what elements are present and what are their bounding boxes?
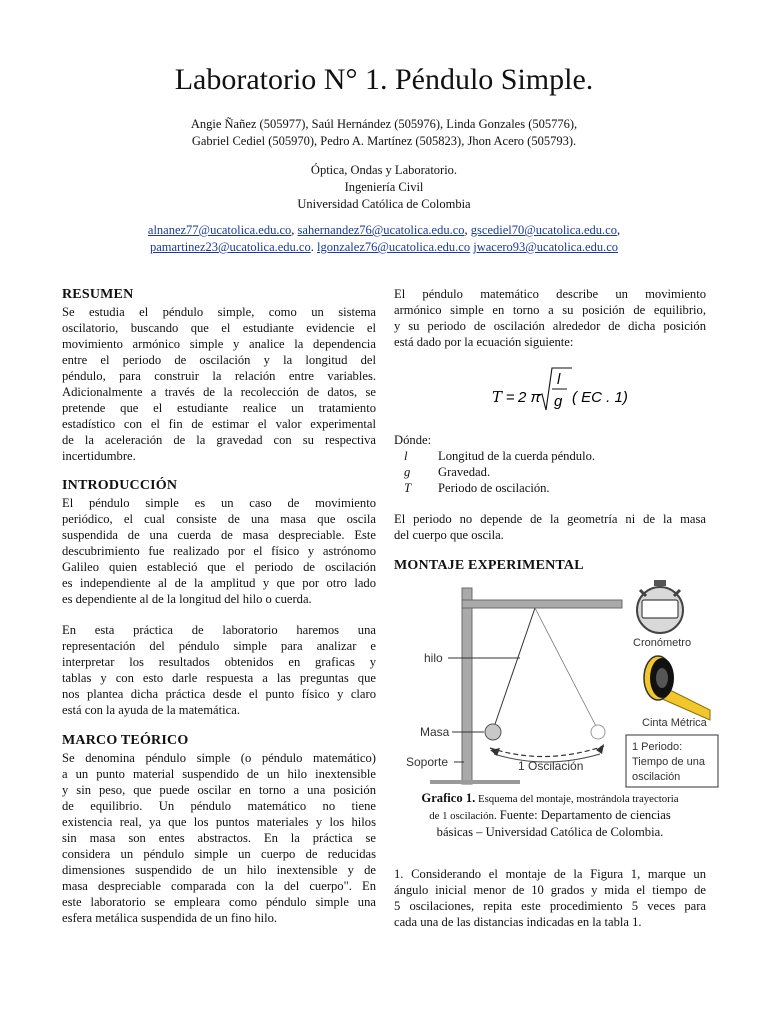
experiment-diagram [390, 570, 720, 790]
separator: , [291, 223, 295, 237]
text-line: En esta práctica de laboratorio haremos una [62, 623, 376, 637]
program-name: Ingeniería Civil [344, 180, 424, 194]
definition-text: Longitud de la cuerda péndulo. [438, 449, 596, 463]
definition-row [394, 448, 706, 464]
text-line: Adicionalmente a través de la recolección de datos, se [62, 385, 376, 399]
oscillation-trajectory [490, 746, 604, 757]
figure-caption [394, 790, 706, 840]
definition-text: Gravedad. [438, 465, 491, 479]
text-line: considera un péndulo simple un cuerpo de reducidas [62, 847, 376, 861]
text-line: y sin peso, que puede oscilar en torno a una posición [62, 783, 376, 797]
caption-line-1 [394, 790, 706, 807]
text-line: El péndulo simple es un caso de movimiento [62, 496, 376, 510]
caption-line-2 [394, 807, 706, 824]
text-line: péndulo, para construir la relación entre variables. [62, 369, 376, 383]
text-line: cada una de las distancias indicadas en la tabla 1. [394, 915, 642, 929]
text-line: descubrimiento fue realizado por el físico y astrónomo [62, 544, 376, 558]
text-line: interpretar los resultados obtenidos en graficas y [62, 655, 376, 669]
text-line: 5 oscilaciones, repita este procedimiento 5 veces para [394, 899, 706, 913]
arrow-head-icon [596, 744, 604, 754]
mass-bob [485, 724, 501, 740]
email-line-1 [0, 222, 768, 239]
email-link[interactable]: gscediel70@ucatolica.edu.co [470, 223, 617, 237]
resumen-heading: RESUMEN [62, 287, 134, 302]
equation-numerator: l [557, 371, 561, 388]
text-line: armónico simple en torno a su posición de equilibrio, [394, 303, 706, 317]
text-line: del cuerpo que oscila. [394, 528, 504, 542]
left-column [62, 286, 376, 926]
stand-base [430, 780, 520, 784]
marco-teorico-heading: MARCO TEÓRICO [62, 733, 189, 748]
mass-bob-extreme [591, 725, 605, 739]
pendulum-string-alt [535, 608, 598, 730]
separator: , [464, 223, 468, 237]
text-line: estadístico con el fin de estimar el valor experimental [62, 417, 376, 431]
separator: , [616, 223, 621, 237]
text-line: periódico, el cual consiste de una masa que oscila [62, 512, 376, 526]
tape-measure-icon [644, 656, 710, 720]
authors-line-1: Angie Ñañez (505977), Saúl Hernández (505976), Linda Gonzales (505776), [190, 117, 578, 131]
periodo-line: 1 Periodo: [632, 741, 683, 753]
label-hilo: hilo [424, 651, 443, 665]
text-line: este laboratorio se empleara como péndulo simple una [62, 895, 376, 909]
montaje-heading: MONTAJE EXPERIMENTAL [394, 558, 584, 573]
text-line: suspendida de una cuerda de masa despreciable. Este [62, 528, 376, 542]
caption-text: Esquema del montaje, mostrándola trayectoria [475, 793, 679, 805]
label-soporte: Soporte [406, 755, 449, 769]
caption-line-3: básicas – Universidad Católica de Colombia. [436, 825, 664, 839]
email-link[interactable]: pamartinez23@ucatolica.edu.co [149, 240, 311, 254]
pendulum-description [394, 286, 706, 350]
label-cronometro: Cronómetro [633, 637, 692, 649]
text-line: entre el periodo de oscilación y la longitud del [62, 353, 376, 367]
text-line: Galileo quien estableció que el periodo de oscilación [62, 560, 376, 574]
text-line: y su periodo de oscilación alrededor de dicha posición [394, 319, 706, 333]
text-line: esfera metálica suspendida de un fino hilo. [62, 911, 278, 925]
text-line: está con la ayuda de la matemática. [62, 703, 240, 717]
text-line: es dependiente al de la longitud del hilo o cuerda. [62, 592, 312, 606]
text-line: pretende que el estudiante realice un tratamiento [62, 401, 376, 415]
email-link[interactable]: sahernandez76@ucatolica.edu.co [297, 223, 465, 237]
text-line: 1. Considerando el montaje de la Figura 1, marque un [394, 867, 706, 881]
definition-row [394, 464, 706, 480]
right-column [394, 286, 706, 575]
affiliation [0, 162, 768, 213]
definition-symbol: l [404, 449, 408, 463]
text-line: a un punto material suspendido de un hilo inextensible [62, 767, 376, 781]
caption-label: Grafico 1. [421, 791, 476, 805]
email-link[interactable]: jwacero93@ucatolica.edu.co [473, 240, 618, 254]
text-line: dimensiones suspendido de un hilo inextensible y de [62, 863, 376, 877]
equation-lhs: T [492, 388, 503, 406]
caption-source: Fuente: Departamento de ciencias [496, 808, 671, 822]
introduccion-paragraph [62, 495, 376, 607]
definition-symbol: T [404, 481, 412, 495]
authors-line-2: Gabriel Cediel (505970), Pedro A. Martínez (505823), Jhon Acero (505793). [191, 134, 577, 148]
equation-equals: = [506, 389, 515, 406]
separator: . [310, 240, 314, 254]
definition-row [394, 480, 706, 496]
period-note [394, 511, 706, 543]
marco-teorico-text [62, 750, 376, 926]
text-line: de equilibrio. Un péndulo matemático no tiene [62, 799, 376, 813]
email-list [0, 222, 768, 256]
stopwatch-icon [637, 580, 683, 633]
text-line: tablas y con esto darle respuesta a las preguntas que [62, 671, 376, 685]
equation-tag: ( EC . 1) [572, 389, 628, 406]
stand-pole [462, 588, 472, 784]
pendulum-string [493, 608, 535, 730]
email-line-2 [0, 239, 768, 256]
text-line: incertidumbre. [62, 449, 136, 463]
text-line: movimiento armónico simple y analice la dependencia [62, 337, 376, 351]
text-line: está dado por la ecuación siguiente: [394, 335, 574, 349]
text-line: es independiente al de la amplitud y que por otro lado [62, 576, 376, 590]
label-masa: Masa [420, 725, 450, 739]
text-line: Se estudia el péndulo simple, como un sistema [62, 305, 376, 319]
period-equation [394, 360, 706, 426]
stand-arm [462, 600, 622, 608]
text-line: representación del péndulo simple para analizar e [62, 639, 376, 653]
text-line: de la aceleración de la gravedad con su respectiva [62, 433, 376, 447]
paper-title: Laboratorio N° 1. Péndulo Simple. [174, 63, 594, 96]
question-1 [394, 866, 706, 930]
equation-coefficient: 2 π [518, 389, 541, 406]
email-link[interactable]: lgonzalez76@ucatolica.edu.co [316, 240, 471, 254]
email-link[interactable]: alnanez77@ucatolica.edu.co [147, 223, 292, 237]
authors [0, 116, 768, 150]
donde-label: Dónde: [394, 433, 432, 447]
introduccion-heading: INTRODUCCIÓN [62, 478, 178, 493]
equation-graphic [394, 360, 706, 426]
resumen-text [62, 304, 376, 464]
text-line: El péndulo matemático describe un movimiento [394, 287, 706, 301]
text-line: oscilatorio, buscando que el estudiante evidencie el [62, 321, 376, 335]
label-cinta: Cinta Métrica [642, 717, 707, 729]
definitions-list [394, 448, 706, 496]
course-name: Óptica, Ondas y Laboratorio. [310, 163, 458, 177]
text-line: ángulo inicial menor de 10 grados y mida el tiempo de [394, 883, 706, 897]
text-line: masa despreciable comparada con la del cuerpo". En [62, 879, 376, 893]
periodo-line: Tiempo de una [632, 756, 705, 768]
definition-text: Periodo de oscilación. [438, 481, 550, 495]
text-line: nos plantea dicha práctica desde el punto físico y claro [62, 687, 376, 701]
text-line: El periodo no depende de la geometría ni de la masa [394, 512, 706, 526]
caption-text: de 1 oscilación. [429, 810, 497, 822]
text-line: existencia real, ya que los puntos materiales y los hilos [62, 815, 376, 829]
introduccion-paragraph [62, 622, 376, 718]
label-oscilacion: 1 Oscilación [518, 759, 584, 773]
periodo-line: oscilación [632, 771, 681, 783]
equation-denominator: g [554, 393, 563, 410]
university-name: Universidad Católica de Colombia [297, 197, 471, 211]
text-line: sin masa son entes abstractos. En la práctica se [62, 831, 376, 845]
text-line: Se denomina péndulo simple (o péndulo matemático) [62, 751, 376, 765]
definition-symbol: g [404, 465, 411, 479]
